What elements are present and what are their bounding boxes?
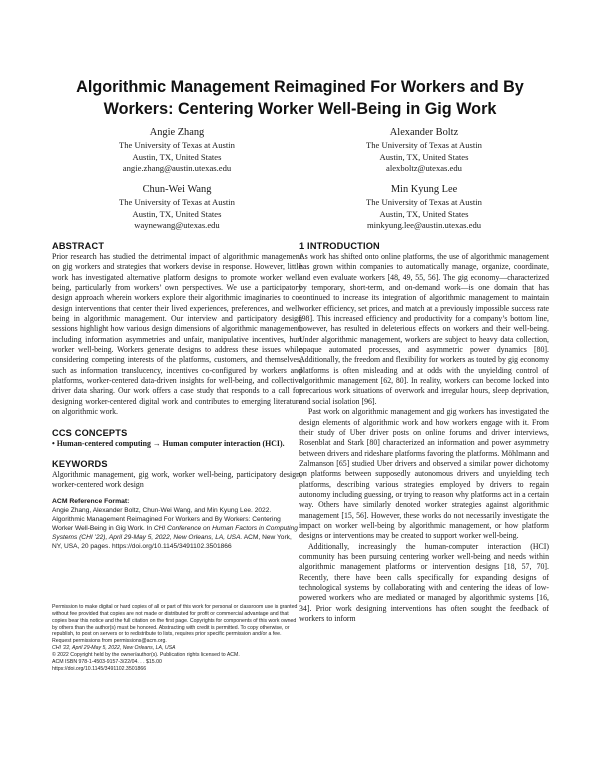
- author-affiliation: The University of Texas at Austin: [366, 140, 482, 150]
- title-line-2: Workers: Centering Worker Well-Being in Gig Work: [103, 100, 497, 118]
- permission-footnote: [52, 604, 302, 672]
- intro-paragraph-3: Additionally, increasingly the human-computer interaction (HCI) community has been pursuing centering worker well-being and needs within algorithmic management platforms or intervention designs [18, 57, 70]. Recently, there have been calls specifically for expanding designs of technological systems by collaborating with and centering the ideas of low-powered workers who are mediated or managed by algorithmic systems [16, 34]. Prior work designing interventions has often sought the feedback of workers to inform: [299, 541, 549, 624]
- ccs-text: • Human-centered computing → Human computer interaction (HCI).: [52, 438, 285, 448]
- author-block: [299, 126, 549, 175]
- abstract-text: Prior research has studied the detrimental impact of algorithmic management on gig workers and strategies that workers devise in response. However, little work has investigated alternative platform designs to promote worker well-being, particularly from workers’ own perspectives. We use a participatory design approach wherein workers explore their algorithmic imaginaries to co-design interventions that center their lived experiences, preferences, and well-being in algorithmic management. Our interview and participatory design sessions highlight how various design dimensions of algorithmic management, including information asymmetries and unfair, manipulative incentives, hurt worker well-being. Workers generate designs to address these issues while considering competing interests of the platforms, customers, and themselves, such as information translucency, incentives co-configured by workers and platforms, worker-centered data-driven insights for well-being, and collective driver data sharing. Our work offers a case study that responds to a call for designing worker-centered digital work and contributes to emerging literature on algorithmic work.: [52, 252, 302, 417]
- author-email: angie.zhang@austin.utexas.edu: [122, 163, 232, 173]
- author-email: waynewang@utexas.edu: [134, 220, 220, 230]
- author-location: Austin, TX, United States: [132, 151, 222, 162]
- author-name: Angie Zhang: [149, 127, 205, 138]
- right-column: [299, 240, 549, 624]
- author-email: alexboltz@utexas.edu: [386, 163, 462, 173]
- introduction-heading: 1 INTRODUCTION: [299, 241, 380, 251]
- paper-title: [40, 76, 560, 120]
- left-column: [52, 240, 302, 552]
- isbn-line: ACM ISBN 978-1-4503-9157-3/22/04. . . $15.00: [52, 658, 162, 665]
- author-location: Austin, TX, United States: [132, 208, 222, 219]
- author-block: [52, 183, 302, 232]
- author-location: Austin, TX, United States: [379, 151, 469, 162]
- abstract-heading: ABSTRACT: [52, 241, 105, 251]
- author-block: [52, 126, 302, 175]
- author-name: Chun-Wei Wang: [142, 184, 212, 195]
- intro-paragraph-1: As work has shifted onto online platforms, the use of algorithmic management has grown within companies to automatically manage, organize, coordinate, and even evaluate workers [48, 49, 55, 56]. The gig economy—characterized by temporary, short-term, and on-demand work—is one domain that has continued to increase its integration of algorithmic management to maintain worker efficiency, set prices, and match at a previously impossible success rate [98]. This increased efficiency and productivity for a company’s bottom line, however, has resulted in deleterious effects on workers and their well-being. Under algorithmic management, workers are subject to heavy data collection, opaque automated processes, and asymmetric power dynamics [80]. Additionally, the freedom and flexibility for workers as touted by gig economy platforms is often misleading and at odds with the unyielding control of algorithmic management [62, 80]. In reality, workers can become locked into precarious work situations of overwork and irregular hours, sleep deprivation, and social isolation [96].: [299, 252, 549, 406]
- copyright-line: © 2022 Copyright held by the owner/author(s). Publication rights licensed to ACM.: [52, 651, 240, 658]
- author-location: Austin, TX, United States: [379, 208, 469, 219]
- title-line-1: Algorithmic Management Reimagined For Workers and By: [76, 78, 524, 96]
- intro-paragraph-2: Past work on algorithmic management and gig workers has investigated the design elements of algorithmic work and how workers engage with it. From their study of Uber driver posts on online forums and driver interviews, Rosenblat and Stark [80] characterized an information and power asymmetry between drivers and rideshare platforms favoring the platforms. Möhlmann and Zalmanson [65] studied Uber drivers and observed a similar power dichotomy on platforms between supposedly autonomous drivers and unyielding tech platforms, describing various strategies employed by drivers to regain autonomy including guessing, or trying to reason why platforms act in a certain way. Others have similarly denoted worker strategies against algorithmic management [15, 56]. However, these works do not necessarily investigate the impact on worker well-being by algorithmic management, or how platform designs or interventions may be created to support worker well-being.: [299, 407, 549, 541]
- keywords-heading: KEYWORDS: [52, 458, 108, 469]
- author-name: Alexander Boltz: [389, 127, 459, 138]
- ccs-heading: CCS CONCEPTS: [52, 427, 128, 438]
- reference-format-text: Angie Zhang, Alexander Boltz, Chun-Wei Wang, and Min Kyung Lee. 2022. Algorithmic Management Reimagined For Workers and By Workers: Centering Worker Well-Being in Gig Work. In CHI Conference on Human Factors in Computing Systems (CHI ’22), April 29-May 5, 2022, New Orleans, LA, USA. ACM, New York, NY, USA, 20 pages. https://doi.org/10.1145/3491102.3501866: [52, 506, 298, 551]
- keywords-text: Algorithmic management, gig work, worker well-being, participatory design, worker-centered work design: [52, 469, 302, 490]
- author-affiliation: The University of Texas at Austin: [366, 197, 482, 207]
- author-block: [299, 183, 549, 232]
- reference-format-heading: ACM Reference Format:: [52, 497, 130, 505]
- author-affiliation: The University of Texas at Austin: [119, 197, 235, 207]
- permission-text: Permission to make digital or hard copies of all or part of this work for personal or classroom use is granted without fee provided that copies are not made or distributed for profit or commercial advantage and that copies bear this notice and the full citation on the first page. Copyrights for components of this work owned by others than the author(s) must be honored. Abstracting with credit is permitted. To copy otherwise, or republish, to post on servers or to redistribute to lists, requires prior specific permission and/or a fee. Request permissions from permissions@acm.org.: [52, 604, 298, 645]
- author-affiliation: The University of Texas at Austin: [119, 140, 235, 150]
- author-email: minkyung.lee@austin.utexas.edu: [366, 220, 482, 230]
- permission-venue: CHI ’22, April 29-May 5, 2022, New Orleans, LA, USA: [52, 645, 176, 652]
- author-name: Min Kyung Lee: [390, 184, 458, 195]
- doi-link[interactable]: https://doi.org/10.1145/3491102.3501866: [52, 665, 147, 672]
